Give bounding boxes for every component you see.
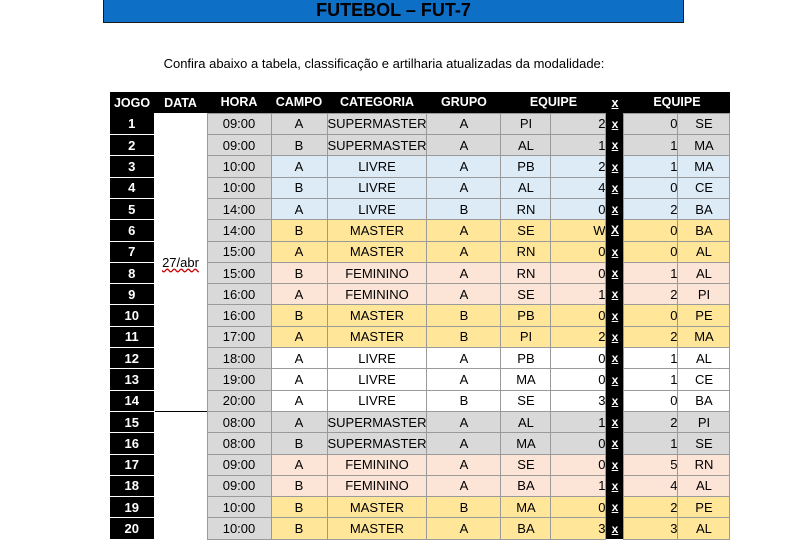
cell-score-b: 4: [624, 475, 678, 496]
cell-campo: A: [271, 411, 327, 432]
cell-score-a: 0: [551, 198, 606, 219]
cell-score-a: 0: [551, 262, 606, 283]
cell-campo: B: [271, 497, 327, 518]
cell-score-b: 0: [624, 241, 678, 262]
cell-score-a: 0: [551, 369, 606, 390]
cell-jogo: 15: [110, 411, 154, 432]
cell-team-b: RN: [678, 454, 730, 475]
cell-team-a: RN: [501, 198, 551, 219]
cell-team-b: CE: [678, 369, 730, 390]
cell-hora: 15:00: [207, 241, 271, 262]
cell-categoria: FEMININO: [327, 284, 427, 305]
header-x: x: [606, 92, 624, 113]
cell-campo: A: [271, 369, 327, 390]
cell-team-b: MA: [678, 326, 730, 347]
cell-grupo: B: [427, 390, 501, 411]
cell-hora: 08:00: [207, 411, 271, 432]
cell-score-a: 0: [551, 433, 606, 454]
cell-versus: x: [606, 198, 624, 219]
cell-score-a: 3: [551, 518, 606, 539]
cell-jogo: 11: [110, 326, 154, 347]
cell-jogo: 1: [110, 113, 154, 134]
cell-hora: 14:00: [207, 198, 271, 219]
cell-score-a: 2: [551, 326, 606, 347]
cell-campo: B: [271, 220, 327, 241]
cell-team-a: SE: [501, 454, 551, 475]
cell-categoria: SUPERMASTER: [327, 135, 427, 156]
cell-categoria: MASTER: [327, 241, 427, 262]
cell-grupo: B: [427, 497, 501, 518]
cell-score-b: 1: [624, 156, 678, 177]
cell-team-b: AL: [678, 348, 730, 369]
cell-hora: 16:00: [207, 305, 271, 326]
cell-team-b: PI: [678, 411, 730, 432]
cell-campo: B: [271, 475, 327, 496]
cell-campo: A: [271, 156, 327, 177]
cell-categoria: SUPERMASTER: [327, 411, 427, 432]
cell-team-a: SE: [501, 390, 551, 411]
cell-team-a: AL: [501, 135, 551, 156]
cell-score-a: 1: [551, 284, 606, 305]
cell-team-b: AL: [678, 241, 730, 262]
cell-categoria: SUPERMASTER: [327, 433, 427, 454]
cell-grupo: A: [427, 369, 501, 390]
cell-hora: 17:00: [207, 326, 271, 347]
cell-score-a: 3: [551, 390, 606, 411]
cell-versus: x: [606, 156, 624, 177]
cell-jogo: 12: [110, 348, 154, 369]
cell-team-a: MA: [501, 497, 551, 518]
table-row: [110, 411, 730, 432]
cell-score-a: 0: [551, 348, 606, 369]
cell-score-b: 2: [624, 411, 678, 432]
cell-versus: x: [606, 284, 624, 305]
cell-versus: x: [606, 369, 624, 390]
cell-score-b: 0: [624, 220, 678, 241]
cell-grupo: A: [427, 135, 501, 156]
cell-campo: B: [271, 305, 327, 326]
cell-grupo: A: [427, 284, 501, 305]
cell-categoria: MASTER: [327, 220, 427, 241]
date-label: 27/abr: [162, 254, 199, 270]
cell-hora: 19:00: [207, 369, 271, 390]
cell-grupo: A: [427, 113, 501, 134]
cell-jogo: 18: [110, 475, 154, 496]
cell-hora: 10:00: [207, 497, 271, 518]
cell-team-a: SE: [501, 284, 551, 305]
cell-categoria: LIVRE: [327, 198, 427, 219]
cell-grupo: A: [427, 241, 501, 262]
cell-score-b: 1: [624, 135, 678, 156]
cell-jogo: 10: [110, 305, 154, 326]
cell-categoria: LIVRE: [327, 348, 427, 369]
banner-title: FUTEBOL – FUT-7: [316, 0, 471, 20]
cell-categoria: LIVRE: [327, 390, 427, 411]
cell-campo: A: [271, 241, 327, 262]
cell-score-b: 2: [624, 326, 678, 347]
cell-categoria: LIVRE: [327, 369, 427, 390]
header-equipe-a: EQUIPE: [501, 92, 606, 113]
cell-team-b: BA: [678, 198, 730, 219]
cell-hora: 18:00: [207, 348, 271, 369]
cell-team-a: PB: [501, 305, 551, 326]
cell-hora: 15:00: [207, 262, 271, 283]
cell-versus: x: [606, 262, 624, 283]
cell-hora: 08:00: [207, 433, 271, 454]
cell-categoria: LIVRE: [327, 156, 427, 177]
cell-versus: x: [606, 241, 624, 262]
cell-grupo: A: [427, 348, 501, 369]
cell-grupo: B: [427, 305, 501, 326]
cell-jogo: 14: [110, 390, 154, 411]
cell-score-b: 2: [624, 284, 678, 305]
cell-score-a: 1: [551, 411, 606, 432]
cell-campo: B: [271, 177, 327, 198]
cell-categoria: FEMININO: [327, 262, 427, 283]
cell-hora: 14:00: [207, 220, 271, 241]
cell-categoria: MASTER: [327, 518, 427, 539]
cell-score-a: 2: [551, 156, 606, 177]
cell-versus: x: [606, 135, 624, 156]
cell-grupo: B: [427, 198, 501, 219]
cell-score-b: 3: [624, 518, 678, 539]
intro-text: Confira abaixo a tabela, classificação e artilharia atualizadas da modalidade:: [163, 56, 605, 71]
cell-score-b: 0: [624, 390, 678, 411]
cell-team-b: CE: [678, 177, 730, 198]
cell-score-a: 0: [551, 241, 606, 262]
cell-versus: X: [606, 220, 624, 241]
cell-versus: x: [606, 326, 624, 347]
cell-grupo: A: [427, 433, 501, 454]
cell-campo: A: [271, 198, 327, 219]
cell-grupo: B: [427, 326, 501, 347]
cell-score-a: W: [551, 220, 606, 241]
cell-score-b: 0: [624, 305, 678, 326]
cell-versus: x: [606, 518, 624, 539]
cell-grupo: A: [427, 220, 501, 241]
cell-jogo: 20: [110, 518, 154, 539]
cell-hora: 09:00: [207, 454, 271, 475]
cell-score-a: 2: [551, 113, 606, 134]
table-row: [110, 113, 730, 134]
cell-campo: A: [271, 390, 327, 411]
cell-grupo: A: [427, 454, 501, 475]
cell-team-b: AL: [678, 262, 730, 283]
cell-team-b: PE: [678, 497, 730, 518]
cell-hora: 09:00: [207, 475, 271, 496]
cell-grupo: A: [427, 156, 501, 177]
header-categoria: CATEGORIA: [327, 92, 427, 113]
cell-score-b: 1: [624, 262, 678, 283]
cell-score-b: 1: [624, 369, 678, 390]
cell-versus: x: [606, 390, 624, 411]
cell-campo: A: [271, 348, 327, 369]
cell-team-b: SE: [678, 433, 730, 454]
cell-campo: B: [271, 518, 327, 539]
cell-versus: x: [606, 454, 624, 475]
cell-team-a: BA: [501, 475, 551, 496]
cell-grupo: A: [427, 518, 501, 539]
cell-team-a: MA: [501, 369, 551, 390]
cell-score-a: 0: [551, 497, 606, 518]
cell-jogo: 7: [110, 241, 154, 262]
header-equipe-b: EQUIPE: [624, 92, 730, 113]
cell-versus: x: [606, 348, 624, 369]
cell-hora: 20:00: [207, 390, 271, 411]
cell-categoria: MASTER: [327, 497, 427, 518]
cell-campo: A: [271, 454, 327, 475]
header-jogo: JOGO: [110, 92, 154, 113]
cell-campo: A: [271, 113, 327, 134]
cell-team-a: SE: [501, 220, 551, 241]
cell-team-a: BA: [501, 518, 551, 539]
cell-team-b: PI: [678, 284, 730, 305]
cell-score-a: 0: [551, 305, 606, 326]
cell-campo: B: [271, 433, 327, 454]
cell-jogo: 6: [110, 220, 154, 241]
cell-grupo: A: [427, 475, 501, 496]
header-campo: CAMPO: [271, 92, 327, 113]
cell-hora: 10:00: [207, 177, 271, 198]
cell-team-b: SE: [678, 113, 730, 134]
games-table: [110, 92, 730, 540]
cell-campo: A: [271, 326, 327, 347]
cell-grupo: A: [427, 177, 501, 198]
cell-team-b: AL: [678, 518, 730, 539]
cell-score-a: 0: [551, 454, 606, 475]
cell-team-a: RN: [501, 241, 551, 262]
cell-score-a: 4: [551, 177, 606, 198]
header-hora: HORA: [207, 92, 271, 113]
cell-score-b: 5: [624, 454, 678, 475]
cell-categoria: SUPERMASTER: [327, 113, 427, 134]
cell-categoria: FEMININO: [327, 475, 427, 496]
cell-team-a: MA: [501, 433, 551, 454]
cell-jogo: 9: [110, 284, 154, 305]
cell-jogo: 16: [110, 433, 154, 454]
cell-team-a: PB: [501, 156, 551, 177]
cell-team-b: AL: [678, 475, 730, 496]
cell-hora: 10:00: [207, 156, 271, 177]
cell-jogo: 2: [110, 135, 154, 156]
cell-hora: 10:00: [207, 518, 271, 539]
cell-categoria: MASTER: [327, 305, 427, 326]
cell-campo: A: [271, 284, 327, 305]
cell-score-b: 1: [624, 348, 678, 369]
cell-jogo: 5: [110, 198, 154, 219]
cell-versus: x: [606, 475, 624, 496]
cell-grupo: A: [427, 262, 501, 283]
cell-score-a: 1: [551, 135, 606, 156]
cell-jogo: 4: [110, 177, 154, 198]
cell-hora: 09:00: [207, 113, 271, 134]
cell-team-a: PI: [501, 113, 551, 134]
cell-team-a: AL: [501, 411, 551, 432]
cell-campo: B: [271, 262, 327, 283]
cell-hora: 09:00: [207, 135, 271, 156]
header-data: DATA: [154, 92, 207, 113]
cell-categoria: LIVRE: [327, 177, 427, 198]
cell-hora: 16:00: [207, 284, 271, 305]
cell-categoria: FEMININO: [327, 454, 427, 475]
cell-score-b: 0: [624, 113, 678, 134]
cell-jogo: 8: [110, 262, 154, 283]
cell-jogo: 3: [110, 156, 154, 177]
cell-grupo: A: [427, 411, 501, 432]
cell-score-a: 1: [551, 475, 606, 496]
cell-campo: B: [271, 135, 327, 156]
cell-team-b: MA: [678, 156, 730, 177]
cell-jogo: 17: [110, 454, 154, 475]
cell-team-b: BA: [678, 390, 730, 411]
cell-score-b: 0: [624, 177, 678, 198]
cell-team-a: AL: [501, 177, 551, 198]
cell-jogo: 19: [110, 497, 154, 518]
cell-versus: x: [606, 305, 624, 326]
cell-data: [154, 411, 207, 539]
cell-jogo: 13: [110, 369, 154, 390]
cell-team-b: BA: [678, 220, 730, 241]
cell-score-b: 1: [624, 433, 678, 454]
cell-team-a: PI: [501, 326, 551, 347]
cell-score-b: 2: [624, 198, 678, 219]
cell-versus: x: [606, 433, 624, 454]
cell-score-b: 2: [624, 497, 678, 518]
cell-categoria: MASTER: [327, 326, 427, 347]
cell-team-b: MA: [678, 135, 730, 156]
cell-team-a: RN: [501, 262, 551, 283]
cell-versus: x: [606, 177, 624, 198]
cell-team-a: PB: [501, 348, 551, 369]
cell-team-b: PE: [678, 305, 730, 326]
page-banner: [103, 0, 684, 23]
cell-versus: x: [606, 497, 624, 518]
header-grupo: GRUPO: [427, 92, 501, 113]
table-header-row: [110, 92, 730, 113]
cell-versus: x: [606, 113, 624, 134]
cell-data: [154, 113, 207, 411]
cell-versus: x: [606, 411, 624, 432]
